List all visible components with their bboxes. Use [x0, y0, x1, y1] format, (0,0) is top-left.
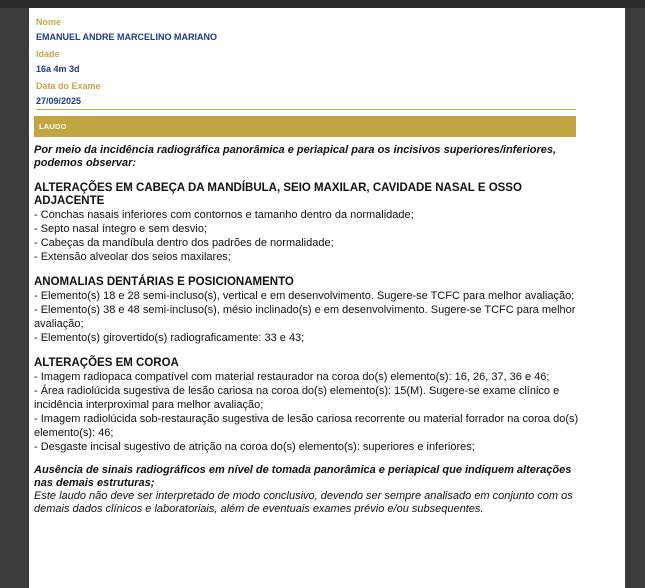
- idade-value: 16a 4m 3d: [36, 64, 80, 74]
- data-exame-value: 27/09/2025: [36, 96, 82, 106]
- finding-line: - Área radiolúcida sugestiva de lesão cariosa na coroa do(s) elemento(s): 15(M). Sugere-se exame clínico e incidência interproximal para melhor avaliação;: [34, 385, 560, 411]
- viewer-top-bar: [0, 0, 645, 8]
- report-body: [34, 144, 579, 516]
- finding-line: - Desgaste incisal sugestivo de atrição na coroa do(s) elemento(s): superiores e inferiores;: [34, 441, 475, 453]
- finding-line: - Conchas nasais inferiores com contornos e tamanho dentro da normalidade;: [34, 209, 414, 221]
- finding-line: - Imagem radiopaca compatível com material restaurador na coroa do(s) elemento(s): 16, 26, 37, 36 e 46;: [34, 371, 550, 383]
- disclaimer-note: Este laudo não deve ser interpretado de modo conclusivo, devendo ser sempre analisado em conjunto com os demais dados clínicos e laboratoriais, além de eventuais exames prévio e/ou subsequentes.: [34, 490, 573, 515]
- laudo-band-label: LAUDO: [39, 122, 67, 131]
- idade-label: Idade: [36, 49, 60, 59]
- nome-label: Nome: [36, 17, 62, 27]
- section-title: ALTERAÇÕES EM COROA: [34, 357, 179, 369]
- data-exame-label: Data do Exame: [36, 81, 101, 91]
- finding-line: - Elemento(s) 38 e 48 semi-incluso(s), mésio inclinado(s) e em desenvolvimento. Sugere-se TCFC para melhor avaliação;: [34, 304, 576, 330]
- nome-value: EMANUEL ANDRE MARCELINO MARIANO: [36, 32, 217, 42]
- finding-line: - Elemento(s) 18 e 28 semi-incluso(s), vertical e em desenvolvimento. Sugere-se TCFC para melhor avaliação;: [34, 290, 575, 302]
- viewer-side-area: [628, 8, 645, 588]
- header-divider: [36, 109, 576, 110]
- section-anomalias-dentarias: [34, 276, 579, 345]
- finding-line: - Septo nasal íntegro e sem desvio;: [34, 223, 208, 235]
- finding-line: - Elemento(s) girovertido(s) radiograficamente: 33 e 43;: [34, 332, 305, 344]
- absence-note: Ausência de sinais radiográficos em nível de tomada panorâmica e periapical que indiquem alterações nas demais estruturas;: [34, 464, 572, 489]
- finding-line: - Extensão alveolar dos seios maxilares;: [34, 251, 231, 263]
- finding-line: - Cabeças da mandíbula dentro dos padrões de normalidade;: [34, 237, 334, 249]
- finding-line: - Imagem radiolúcida sob-restauração sugestiva de lesão cariosa recorrente ou material forrador na coroa do(s) elemento(s): 46;: [34, 413, 579, 439]
- report-intro: Por meio da incidência radiográfica panorâmica e periapical para os incisivos superiores/inferiores, podemos observar:: [34, 144, 557, 169]
- section-alteracoes-coroa: [34, 357, 579, 454]
- section-title: ANOMALIAS DENTÁRIAS E POSICIONAMENTO: [34, 276, 294, 288]
- laudo-section-band: [34, 116, 576, 137]
- section-title: ALTERAÇÕES EM CABEÇA DA MANDÍBULA, SEIO MAXILAR, CAVIDADE NASAL E OSSO ADJACENTE: [34, 182, 522, 207]
- section-cabeca-mandibula: [34, 182, 579, 264]
